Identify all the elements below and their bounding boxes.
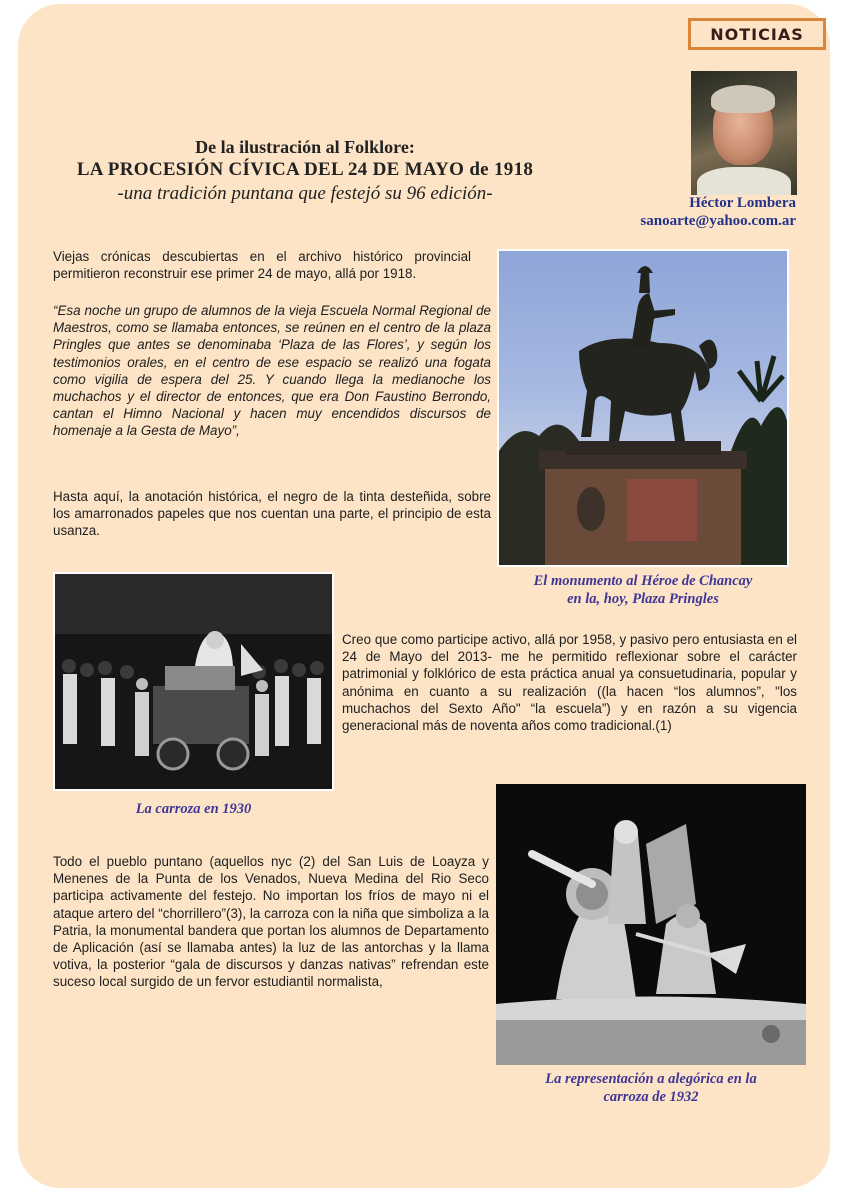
paragraph-reflection: Creo que como participe activo, allá por 1958, y pasivo pero entusiasta en el 24 de Mayo del 2013- me he permitido reflexionar sobre el carácter patrimonial y folklórico de esta práctica anual ya consuetudinaria, popular y anónima en cuanto a su realización ((la hacen “los alumnos”, "los muchachos del Sexto Año" “la escuela”) y en razón a su vigencia generacional más de noventa años como tradicional.(1) — [342, 632, 797, 734]
author-credit — [570, 194, 796, 230]
article-subtitle: -una tradición puntana que festejó su 96 edición- — [117, 183, 493, 204]
paragraph-quote: “Esa noche un grupo de alumnos de la vieja Escuela Normal Regional de Maestros, como se llamaba entonces, se reúnen en el centro de la plaza Pringles que antes se denominaba ‘Plaza de las Flores’, y según los testimonios orales, en el centro de ese espacio se realizó una fogata como vigilia de espera del 25. Y cuando llega la medianoche los muchachos y el director de entonces, que era Don Faustino Berrondo, cantan el Himno Nacional y hacen muy encendidos discursos de homenaje a la Gesta de Mayo”, — [53, 303, 491, 439]
article-title-line1: De la ilustración al Folklore: — [195, 137, 415, 157]
article-title-line2: LA PROCESIÓN CÍVICA DEL 24 DE MAYO de 1918 — [76, 159, 534, 180]
paragraph-annotation: Hasta aquí, la anotación histórica, el negro de la tinta desteñida, sobre los amarronados papeles que nos cuentan una parte, el principio de esta usanza. — [53, 489, 491, 539]
author-photo — [691, 71, 797, 195]
statue-illustration — [499, 251, 787, 565]
statue-caption-line1: El monumento al Héroe de Chancay — [533, 573, 753, 589]
statue-photo-caption — [497, 572, 789, 608]
paragraph-intro: Viejas crónicas descubiertas en el archivo histórico provincial permitieron reconstruir ese primer 24 de mayo, allá por 1918. — [53, 249, 471, 282]
author-photo-hair — [711, 85, 775, 113]
article-header — [40, 136, 570, 206]
allegory-photo — [496, 784, 806, 1065]
paragraph-celebration: Todo el pueblo puntano (aquellos nyc (2) del San Luis de Loayza y Menenes de la Punta de los Venados, Nueva Medina del Rio Seco participa activamente del festejo. No importan los fríos de mayo ni el ataque artero del “chorrillero”(3), la carroza con la niña que simboliza a la Patria, la monumental bandera que portan los alumnos de Departamento de Aplicación (así se llamaba antes) la luz de las antorchas y la llama votiva, la posterior “gala de discursos y danzas nativas” refrendan este suceso local surgido de un fervor estudiantil normalista, — [53, 854, 489, 990]
author-name: Héctor Lombera — [689, 195, 796, 211]
statue-photo — [497, 249, 789, 567]
section-badge: NOTICIAS — [688, 18, 826, 50]
author-email[interactable]: sanoarte@yahoo.com.ar — [640, 213, 796, 229]
allegory-illustration — [496, 784, 806, 1065]
statue-caption-line2: en la, hoy, Plaza Pringles — [567, 591, 719, 607]
allegory-caption-line1: La representación a alegórica en la — [545, 1071, 757, 1087]
allegory-caption-line2: carroza de 1932 — [603, 1089, 699, 1105]
procession-photo-caption: La carroza en 1930 — [135, 801, 252, 817]
author-photo-shirt — [697, 167, 791, 195]
procession-photo — [53, 572, 334, 791]
procession-illustration — [55, 574, 332, 789]
allegory-photo-caption — [496, 1070, 806, 1106]
